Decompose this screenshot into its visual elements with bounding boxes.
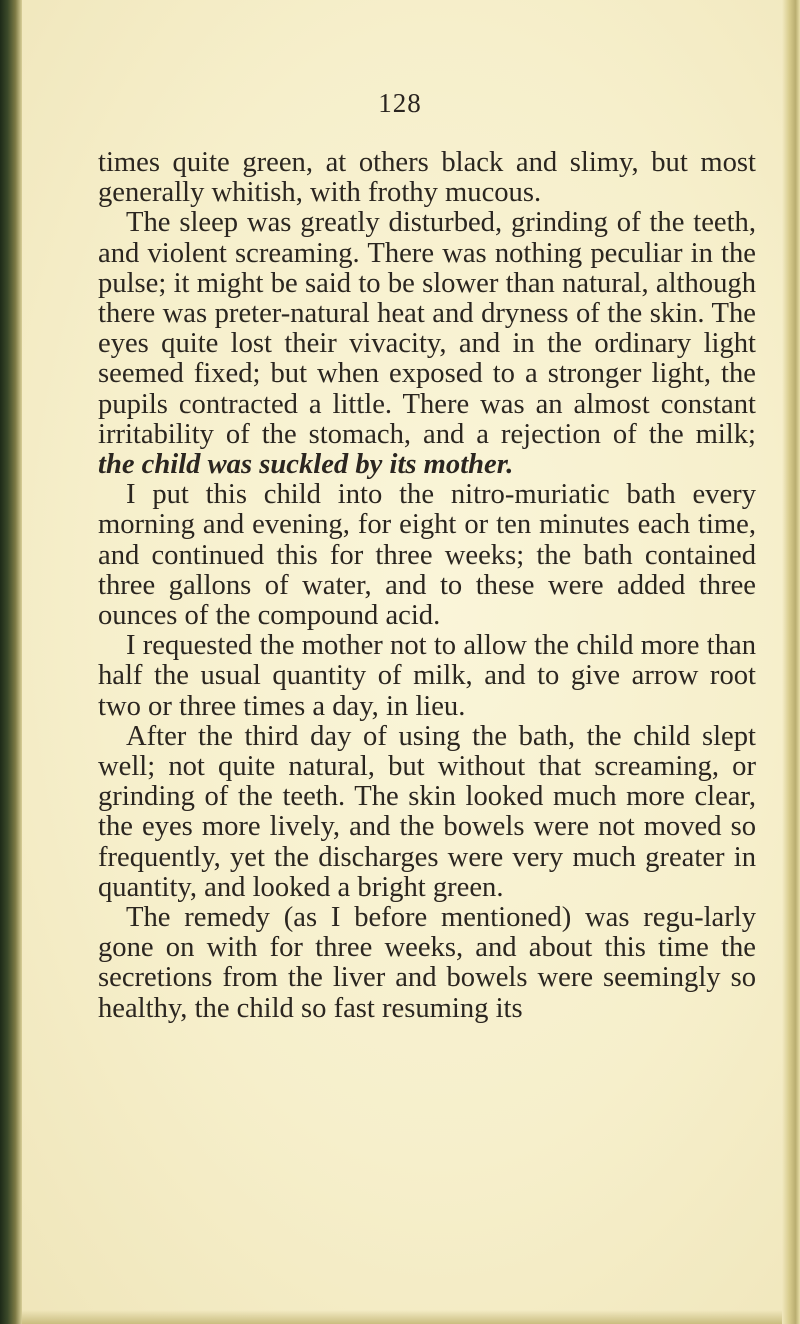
page-edge-bottom: [22, 1310, 782, 1324]
paragraph-3-text: I put this child into the nitro-muriatic bath every morning and evening, for eight or ten minutes each time, and continued this for three weeks; the bath contained three gallons of water, and to these were added three ounces of the compound acid.: [98, 479, 756, 632]
paragraph-6: [98, 903, 756, 1024]
paragraph-5: [98, 722, 756, 903]
paragraph-3: [98, 480, 756, 631]
paragraph-4-text: I requested the mother not to allow the child more than half the usual quantity of milk, and to give arrow root two or three times a day, in lieu.: [98, 630, 756, 722]
paragraph-2-italic-text: the child was suckled by its mother.: [98, 449, 514, 481]
page-edge-right: [782, 0, 800, 1324]
body-text: [98, 148, 756, 1024]
paragraph-1: [98, 148, 756, 208]
paragraph-2-text: The sleep was greatly disturbed, grinding of the teeth, and violent screaming. There was nothing peculiar in the pulse; it might be said to be slower than natural, although there was preter-natural heat and dryness of the skin. The eyes quite lost their vivacity, and in the ordinary light seemed fixed; but when exposed to a stronger light, the pupils contracted a little. There was an almost constant irritability of the stomach, and a rejection of the milk;: [98, 207, 756, 450]
paragraph-2: [98, 208, 756, 480]
paragraph-4: [98, 631, 756, 722]
book-binding: [0, 0, 22, 1324]
paragraph-6-text: The remedy (as I before mentioned) was regu-larly gone on with for three weeks, and about this time the secretions from the liver and bowels were seemingly so healthy, the child so fast resuming its: [98, 902, 756, 1024]
paragraph-1-text: times quite green, at others black and slimy, but most generally whitish, with frothy mucous.: [98, 147, 756, 209]
paragraph-5-text: After the third day of using the bath, the child slept well; not quite natural, but without that screaming, or grinding of the teeth. The skin looked much more clear, the eyes more lively, and the bowels were not moved so frequently, yet the discharges were very much greater in quantity, and looked a bright green.: [98, 720, 756, 903]
page-number: 128: [378, 88, 422, 118]
